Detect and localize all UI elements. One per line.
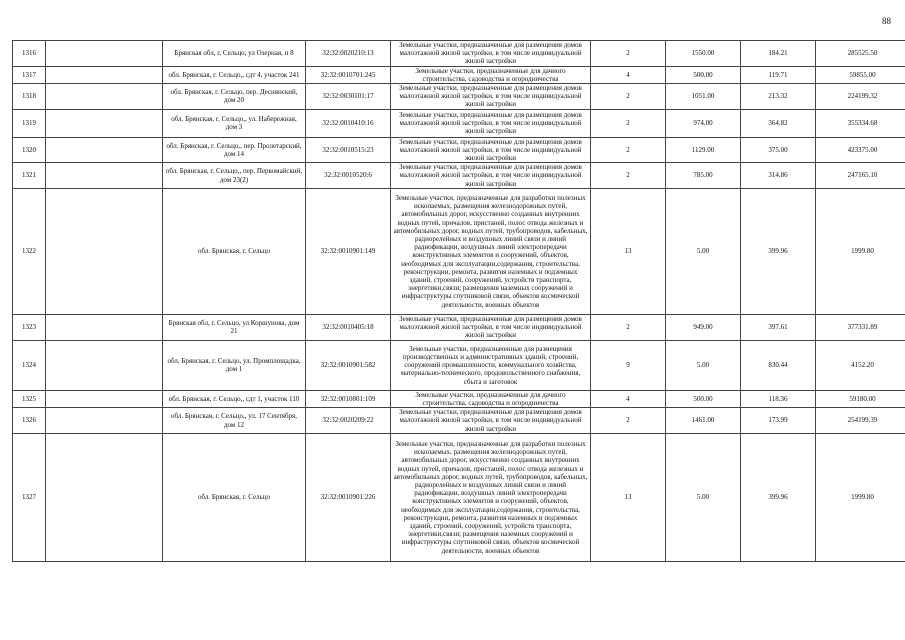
category-cell: 2 <box>591 137 666 163</box>
rate-cell: 213.32 <box>741 84 816 110</box>
blank-cell <box>46 84 163 110</box>
cadastral-number-cell: 32:32:0010701:245 <box>306 66 391 83</box>
table-row <box>13 340 905 390</box>
category-cell: 2 <box>591 41 666 67</box>
rate-cell: 375.00 <box>741 137 816 163</box>
category-cell: 4 <box>591 66 666 83</box>
address-cell: обл. Брянская, г. Сельцо <box>163 188 306 314</box>
cadastral-number-cell: 32:32:0020210:13 <box>306 41 391 67</box>
cadastral-cost-cell: 355334.68 <box>816 109 905 137</box>
category-cell: 9 <box>591 340 666 390</box>
cadastral-cost-cell: 224199.32 <box>816 84 905 110</box>
blank-cell <box>46 109 163 137</box>
land-registry-table <box>12 40 905 562</box>
cadastral-number-cell: 32:32:0010410:16 <box>306 109 391 137</box>
blank-cell <box>46 340 163 390</box>
area-cell: 500.00 <box>666 66 741 83</box>
row-number: 1320 <box>13 137 46 163</box>
land-use-cell: Земельные участки, предназначенные для дачного строительства, садоводства и огородничества <box>391 390 591 407</box>
cadastral-number-cell: 32:32:0010801:109 <box>306 390 391 407</box>
rate-cell: 119.71 <box>741 66 816 83</box>
row-number: 1319 <box>13 109 46 137</box>
land-use-cell: Земельные участки, предназначенные для размещения производственных и административных зданий, строений, сооружений промышленности, коммунального хозяйства, материально-технического, продовольственного снабжения, сбыта и заготовок <box>391 340 591 390</box>
table-row <box>13 390 905 407</box>
rate-cell: 314.86 <box>741 163 816 189</box>
land-use-cell: Земельные участки, предназначенные для размещения домов малоэтажной жилой застройки, в том числе индивидуальной жилой застройки <box>391 314 591 340</box>
table-row <box>13 188 905 314</box>
land-use-cell: Земельные участки, предназначенные для размещения домов малоэтажной жилой застройки, в том числе индивидуальной жилой застройки <box>391 408 591 434</box>
cadastral-number-cell: 32:32:0010901:149 <box>306 188 391 314</box>
rate-cell: 184.21 <box>741 41 816 67</box>
row-number: 1326 <box>13 408 46 434</box>
page-number: 88 <box>882 16 891 26</box>
category-cell: 13 <box>591 188 666 314</box>
category-cell: 2 <box>591 84 666 110</box>
row-number: 1316 <box>13 41 46 67</box>
registry-body <box>13 41 905 562</box>
row-number: 1324 <box>13 340 46 390</box>
address-cell: обл. Брянская, г. Сельцо, ул. Промплощадка, дом 1 <box>163 340 306 390</box>
blank-cell <box>46 66 163 83</box>
cadastral-cost-cell: 59855.00 <box>816 66 905 83</box>
blank-cell <box>46 408 163 434</box>
rate-cell: 173.99 <box>741 408 816 434</box>
area-cell: 1129.00 <box>666 137 741 163</box>
land-use-cell: Земельные участки, предназначенные для размещения домов малоэтажной жилой застройки, в том числе индивидуальной жилой застройки <box>391 109 591 137</box>
blank-cell <box>46 137 163 163</box>
blank-cell <box>46 433 163 561</box>
row-number: 1321 <box>13 163 46 189</box>
row-number: 1323 <box>13 314 46 340</box>
land-use-cell: Земельные участки, предназначенные для размещения домов малоэтажной жилой застройки, в том числе индивидуальной жилой застройки <box>391 137 591 163</box>
area-cell: 949.00 <box>666 314 741 340</box>
address-cell: Брянская обл, г. Сельцо, ул Коршунова, дом 21 <box>163 314 306 340</box>
rate-cell: 399.96 <box>741 188 816 314</box>
category-cell: 2 <box>591 408 666 434</box>
cadastral-cost-cell: 377331.89 <box>816 314 905 340</box>
rate-cell: 118.36 <box>741 390 816 407</box>
area-cell: 785.00 <box>666 163 741 189</box>
address-cell: обл. Брянская, г. Сельцо,, сдт 4, участок 241 <box>163 66 306 83</box>
land-use-cell: Земельные участки, предназначенные для разработки полезных ископаемых, размещения железнодорожных путей, автомобильных дорог, искусственно созданных внутренних водных путей, причалов, пристаней, полос отвода железных и автомобильных дорог, водных путей, трубопроводов, кабельных, радиорелейных и воздушных линий связи и линий радиофикации, воздушных линий электропередачи конструктивных элементов и сооружений, объектов, необходимых для эксплуатации,содержания, строительства, реконструкции, ремонта, развития наземных и подземных зданий, строений, сооружений, устройств транспорта, энергетики,связи; размещения наземных сооружений и инфраструктуры спутниковой связи, объектов космической деятельности, военных объектов <box>391 433 591 561</box>
address-cell: обл. Брянская, г. Сельцо <box>163 433 306 561</box>
table-row <box>13 84 905 110</box>
land-use-cell: Земельные участки, предназначенные для разработки полезных ископаемых, размещения железнодорожных путей, автомобильных дорог, искусственно созданных внутренних водных путей, причалов, пристаней, полос отвода железных и автомобильных дорог, водных путей, трубопроводов, кабельных, радиорелейных и воздушных линий связи и линий радиофикации, воздушных линий электропередачи конструктивных элементов и сооружений, объектов, необходимых для эксплуатации,содержания, строительства, реконструкции, ремонта, развития наземных и подземных зданий, строений, сооружений, устройств транспорта, энергетики,связи; размещения наземных сооружений и инфраструктуры спутниковой связи, объектов космической деятельности, военных объектов <box>391 188 591 314</box>
category-cell: 2 <box>591 163 666 189</box>
address-cell: обл. Брянская, г. Сельцо, пер. Деснянский, дом 20 <box>163 84 306 110</box>
cadastral-number-cell: 32:32:0010515:23 <box>306 137 391 163</box>
cadastral-cost-cell: 59180.00 <box>816 390 905 407</box>
area-cell: 1550.00 <box>666 41 741 67</box>
cadastral-cost-cell: 1999.80 <box>816 188 905 314</box>
blank-cell <box>46 163 163 189</box>
address-cell: обл. Брянская, г. Сельцо,, пер. Пролетарский, дом 14 <box>163 137 306 163</box>
address-cell: обл. Брянская, г. Сельцо,, пер. Первомайский, дом 23(2) <box>163 163 306 189</box>
category-cell: 13 <box>591 433 666 561</box>
area-cell: 1051.00 <box>666 84 741 110</box>
cadastral-cost-cell: 4152.20 <box>816 340 905 390</box>
row-number: 1317 <box>13 66 46 83</box>
cadastral-number-cell: 32:32:0030101:17 <box>306 84 391 110</box>
row-number: 1322 <box>13 188 46 314</box>
blank-cell <box>46 390 163 407</box>
address-cell: обл. Брянская, г. Сельцо,, ул. 17 Сентября, дом 12 <box>163 408 306 434</box>
area-cell: 5.00 <box>666 433 741 561</box>
rate-cell: 364.82 <box>741 109 816 137</box>
table-row <box>13 433 905 561</box>
category-cell: 4 <box>591 390 666 407</box>
cadastral-cost-cell: 254199.39 <box>816 408 905 434</box>
table-row <box>13 41 905 67</box>
category-cell: 2 <box>591 314 666 340</box>
address-cell: обл. Брянская, г. Сельцо,, ул. Набережная, дом 3 <box>163 109 306 137</box>
cadastral-number-cell: 32:32:0020209:22 <box>306 408 391 434</box>
row-number: 1325 <box>13 390 46 407</box>
table-row <box>13 137 905 163</box>
area-cell: 5.00 <box>666 188 741 314</box>
land-use-cell: Земельные участки, предназначенные для размещения домов малоэтажной жилой застройки, в том числе индивидуальной жилой застройки <box>391 163 591 189</box>
row-number: 1327 <box>13 433 46 561</box>
land-use-cell: Земельные участки, предназначенные для размещения домов малоэтажной жилой застройки, в том числе индивидуальной жилой застройки <box>391 84 591 110</box>
cadastral-number-cell: 32:32:0010520:6 <box>306 163 391 189</box>
rate-cell: 399.96 <box>741 433 816 561</box>
area-cell: 5.00 <box>666 340 741 390</box>
cadastral-cost-cell: 1999.80 <box>816 433 905 561</box>
cadastral-cost-cell: 285525.50 <box>816 41 905 67</box>
category-cell: 2 <box>591 109 666 137</box>
table-row <box>13 314 905 340</box>
address-cell: обл. Брянская, г. Сельцо,, сдт 1, участок 110 <box>163 390 306 407</box>
rate-cell: 830.44 <box>741 340 816 390</box>
table-row <box>13 66 905 83</box>
blank-cell <box>46 41 163 67</box>
cadastral-number-cell: 32:32:0010901:582 <box>306 340 391 390</box>
blank-cell <box>46 314 163 340</box>
land-use-cell: Земельные участки, предназначенные для размещения домов малоэтажной жилой застройки, в том числе индивидуальной жилой застройки <box>391 41 591 67</box>
rate-cell: 397.61 <box>741 314 816 340</box>
land-use-cell: Земельные участки, предназначенные для дачного строительства, садоводства и огородничества <box>391 66 591 83</box>
area-cell: 500.00 <box>666 390 741 407</box>
cadastral-cost-cell: 247165.10 <box>816 163 905 189</box>
cadastral-number-cell: 32:32:0010901:226 <box>306 433 391 561</box>
table-row <box>13 109 905 137</box>
area-cell: 974.00 <box>666 109 741 137</box>
row-number: 1318 <box>13 84 46 110</box>
area-cell: 1461.00 <box>666 408 741 434</box>
table-row <box>13 408 905 434</box>
address-cell: Брянская обл, г. Сельцо, ул Озерная, п 8 <box>163 41 306 67</box>
blank-cell <box>46 188 163 314</box>
table-row <box>13 163 905 189</box>
cadastral-cost-cell: 423375.00 <box>816 137 905 163</box>
cadastral-number-cell: 32:32:0010405:18 <box>306 314 391 340</box>
